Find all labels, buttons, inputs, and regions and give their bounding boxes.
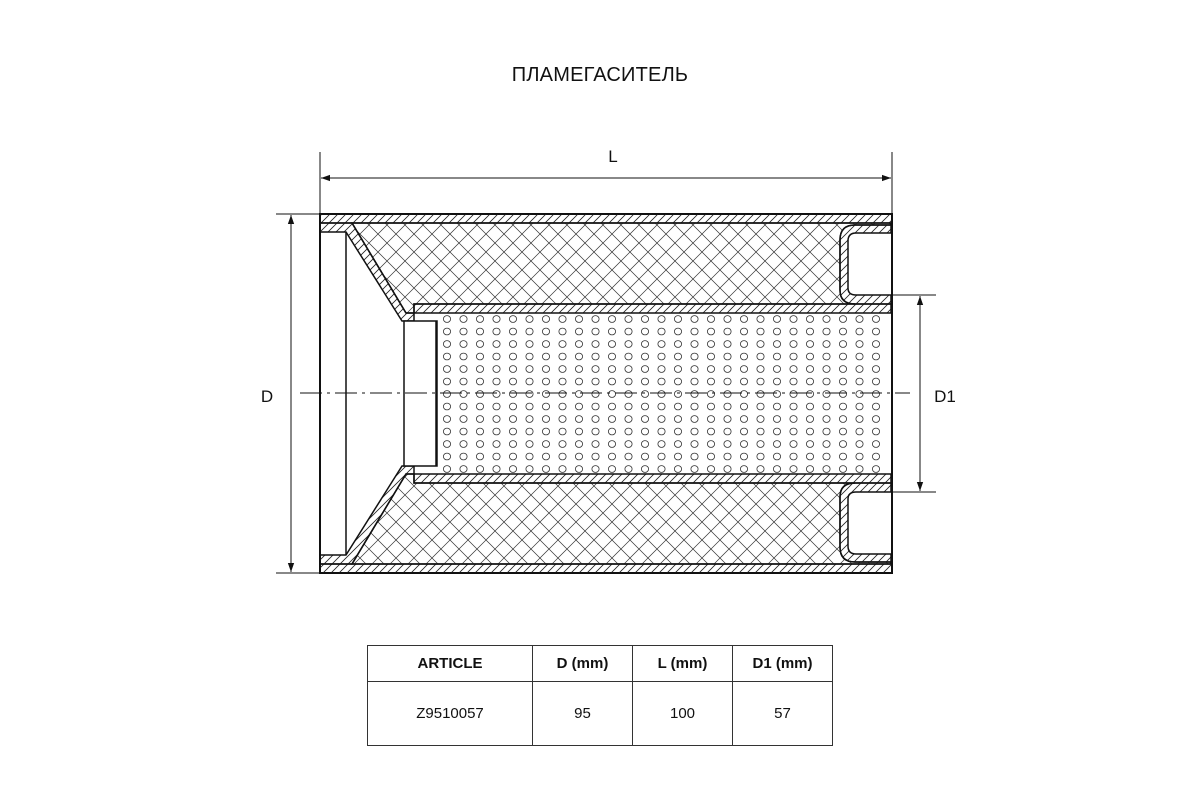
outer-shell-bottom (320, 564, 892, 573)
cell-d1: 57 (733, 682, 833, 746)
dimension-l-label: L (608, 147, 618, 166)
dimension-l (320, 152, 892, 214)
header-l: L (mm) (633, 646, 733, 682)
header-article: ARTICLE (368, 646, 533, 682)
cell-article: Z9510057 (368, 682, 533, 746)
inner-tube-bottom (414, 474, 891, 483)
page-title: ПЛАМЕГАСИТЕЛЬ (511, 64, 689, 86)
dimension-d1 (892, 295, 936, 492)
dimension-d1-label: D1 (934, 387, 956, 406)
header-d: D (mm) (533, 646, 633, 682)
inner-tube-top (414, 304, 891, 313)
cell-d: 95 (533, 682, 633, 746)
perforated-screen (437, 313, 887, 474)
cell-l: 100 (633, 682, 733, 746)
dimension-d (276, 214, 320, 573)
dimension-d-label: D (260, 387, 274, 406)
outer-shell-top (320, 214, 892, 223)
table-row (368, 682, 833, 746)
insulation-top (352, 223, 891, 313)
table-header-row (368, 646, 833, 682)
header-d1: D1 (mm) (733, 646, 833, 682)
inlet-collar (404, 321, 437, 466)
spec-table (367, 645, 833, 746)
insulation-bottom (352, 474, 891, 564)
